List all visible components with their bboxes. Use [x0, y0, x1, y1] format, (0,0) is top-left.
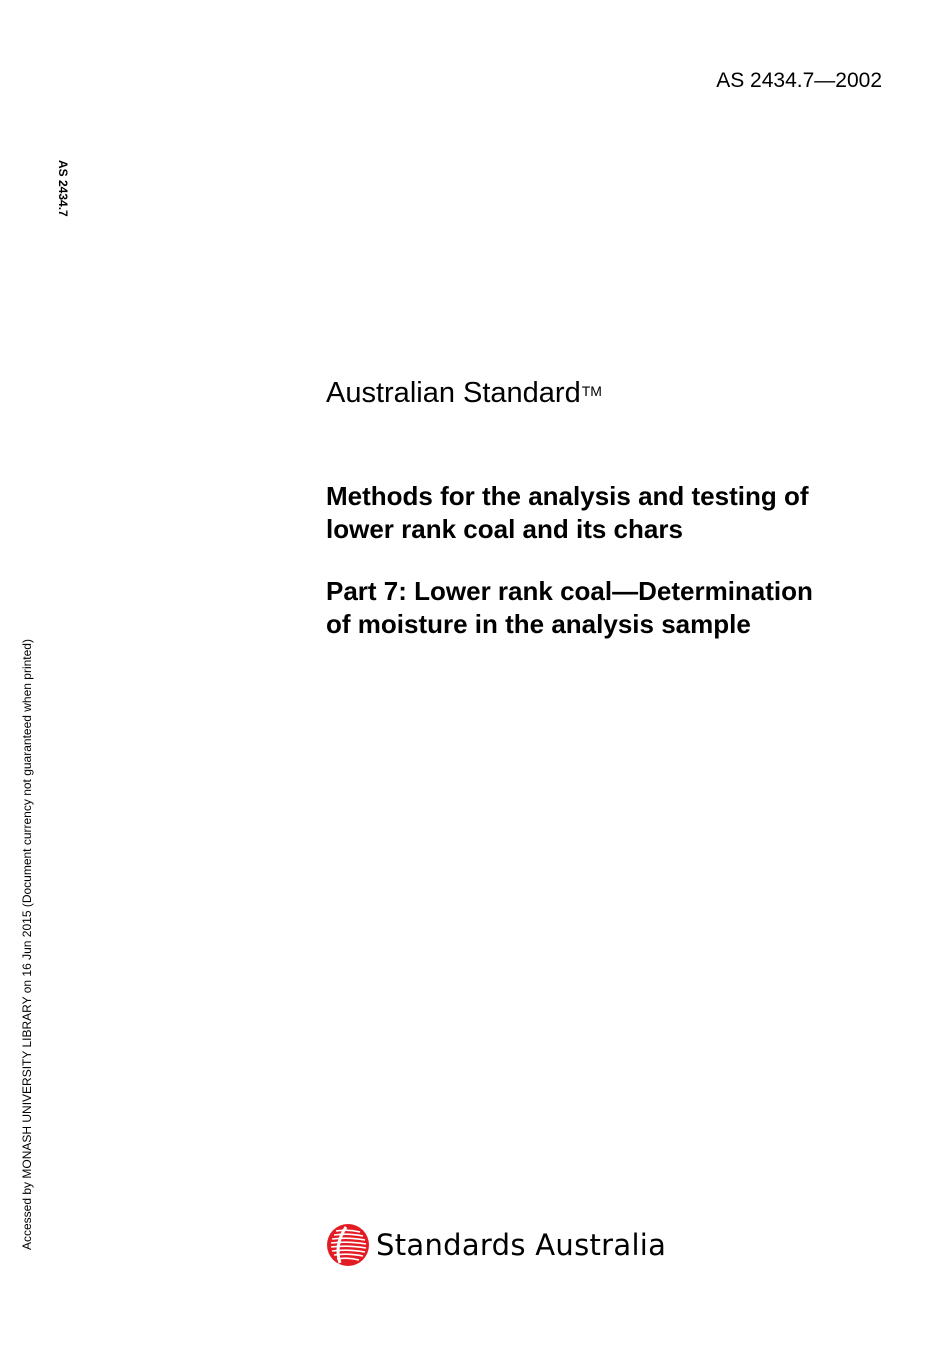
title-line: Methods for the analysis and testing of: [326, 481, 809, 511]
access-note-text: Accessed by MONASH UNIVERSITY LIBRARY on 16 Jun 2015 (Document currency not guaranteed when printed): [20, 639, 34, 1250]
part-title: [326, 575, 916, 641]
part-title-line: Part 7: Lower rank coal—Determination: [326, 576, 813, 606]
standard-label: [326, 376, 602, 410]
main-title: [326, 480, 916, 546]
title-line: lower rank coal and its chars: [326, 514, 683, 544]
standard-label-text: Australian Standard: [326, 377, 581, 409]
trademark-mark: TM: [581, 383, 602, 399]
access-note: [20, 639, 40, 1270]
standards-australia-logo-icon: [326, 1223, 370, 1267]
spine-label: [54, 160, 74, 240]
publisher-logo: [326, 1222, 666, 1268]
document-number: AS 2434.7—2002: [716, 69, 882, 92]
part-title-line: of moisture in the analysis sample: [326, 609, 751, 639]
publisher-name: Standards Australia: [376, 1228, 667, 1262]
spine-label-text: AS 2434.7: [56, 160, 70, 217]
title-block: [326, 480, 916, 641]
